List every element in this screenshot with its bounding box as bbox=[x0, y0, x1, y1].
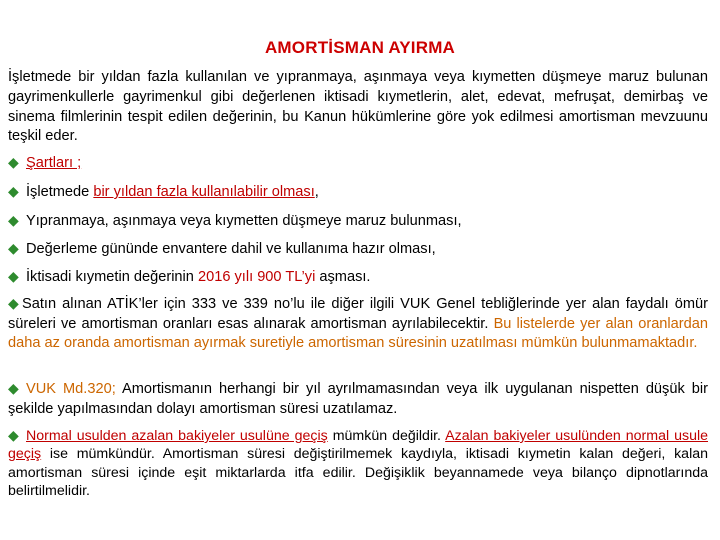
diamond-bullet-icon: ◆ bbox=[8, 295, 19, 311]
paragraph-highlight: Azalan bakiyeler usulünden normal usule geçiş bbox=[8, 428, 708, 463]
condition-item-3 bbox=[8, 238, 436, 259]
condition-text: İşletmede bbox=[26, 184, 94, 200]
condition-text: , bbox=[314, 184, 319, 200]
conditions-heading bbox=[8, 152, 81, 173]
intro-paragraph: İşletmede bir yıldan fazla kullanılan ve yıpranmaya, aşınmaya veya kıymetten düşmeye maruz bulunan gayrimenkullerle gayrimenkul gibi değerlenen iktisadi kıymetlerin, alet, edevat, mefruşat, demirbaş ve sinema filmlerinin tespit edilen değerinin, bu Kanun hükümlerine göre yok edilmesi amortisman mevzuunu teşkil eder. bbox=[8, 69, 708, 145]
paragraph-text: mümkün değildir. bbox=[327, 428, 446, 444]
diamond-bullet-icon: ◆ bbox=[8, 212, 19, 228]
condition-text: Değerleme gününde envantere dahil ve kullanıma hazır olması, bbox=[26, 241, 436, 257]
diamond-bullet-icon: ◆ bbox=[8, 427, 19, 443]
paragraph-method-change bbox=[8, 426, 708, 501]
paragraph-useful-life bbox=[8, 294, 708, 354]
paragraph-text: ise mümkündür. Amortisman süresi değiştirilmemek kaydıyla, iktisadi kıymetin kalan değeri, kalan amortisman süresi içinde eşit miktarlarda itfa edilir. Değişiklik beyannamede veya bilanço dipnotlarında belirtilmelidir. bbox=[8, 446, 708, 500]
condition-highlight: bir yıldan fazla kullanılabilir olması bbox=[93, 184, 315, 200]
diamond-bullet-icon: ◆ bbox=[8, 240, 19, 256]
diamond-bullet-icon: ◆ bbox=[8, 183, 19, 199]
diamond-bullet-icon: ◆ bbox=[8, 268, 19, 284]
paragraph-text: Amortismanın herhangi bir yıl ayrılmamasından veya ilk uygulanan nispetten düşük bir şekilde yapılmasından dolayı amortisman süresi uzatılamaz. bbox=[8, 381, 708, 417]
condition-text: aşması. bbox=[315, 269, 371, 285]
conditions-heading-text: Şartları ; bbox=[26, 155, 82, 171]
diamond-bullet-icon: ◆ bbox=[8, 380, 19, 396]
paragraph-text: Satın alınan ATİK’ler için 333 ve 339 no’lu ile diğer ilgili VUK Genel tebliğlerinde yer alan faydalı ömür süreleri ve amortisman oranları esas alınarak amortisman ayrılabilecektir. bbox=[8, 296, 708, 332]
condition-item-2 bbox=[8, 210, 462, 231]
condition-text: İktisadi kıymetin değerinin bbox=[26, 269, 198, 285]
slide-title: AMORTİSMAN AYIRMA bbox=[264, 38, 456, 57]
paragraph-highlight: Normal usulden azalan bakiyeler usulüne geçiş bbox=[26, 428, 328, 444]
condition-text: Yıpranmaya, aşınmaya veya kıymetten düşmeye maruz bulunması, bbox=[26, 213, 462, 229]
paragraph-vuk-320 bbox=[8, 379, 708, 419]
condition-item-4 bbox=[8, 266, 371, 287]
diamond-bullet-icon: ◆ bbox=[8, 154, 19, 170]
paragraph-highlight: Bu listelerde yer alan oranlardan daha az oranda amortisman ayırmak suretiyle amortisman süresinin uzatılması mümkün bulunmamaktadır. bbox=[8, 315, 708, 352]
condition-item-1 bbox=[8, 181, 319, 202]
condition-highlight: 2016 yılı 900 TL’yi bbox=[197, 269, 316, 285]
paragraph-highlight: VUK Md.320; bbox=[26, 381, 116, 397]
